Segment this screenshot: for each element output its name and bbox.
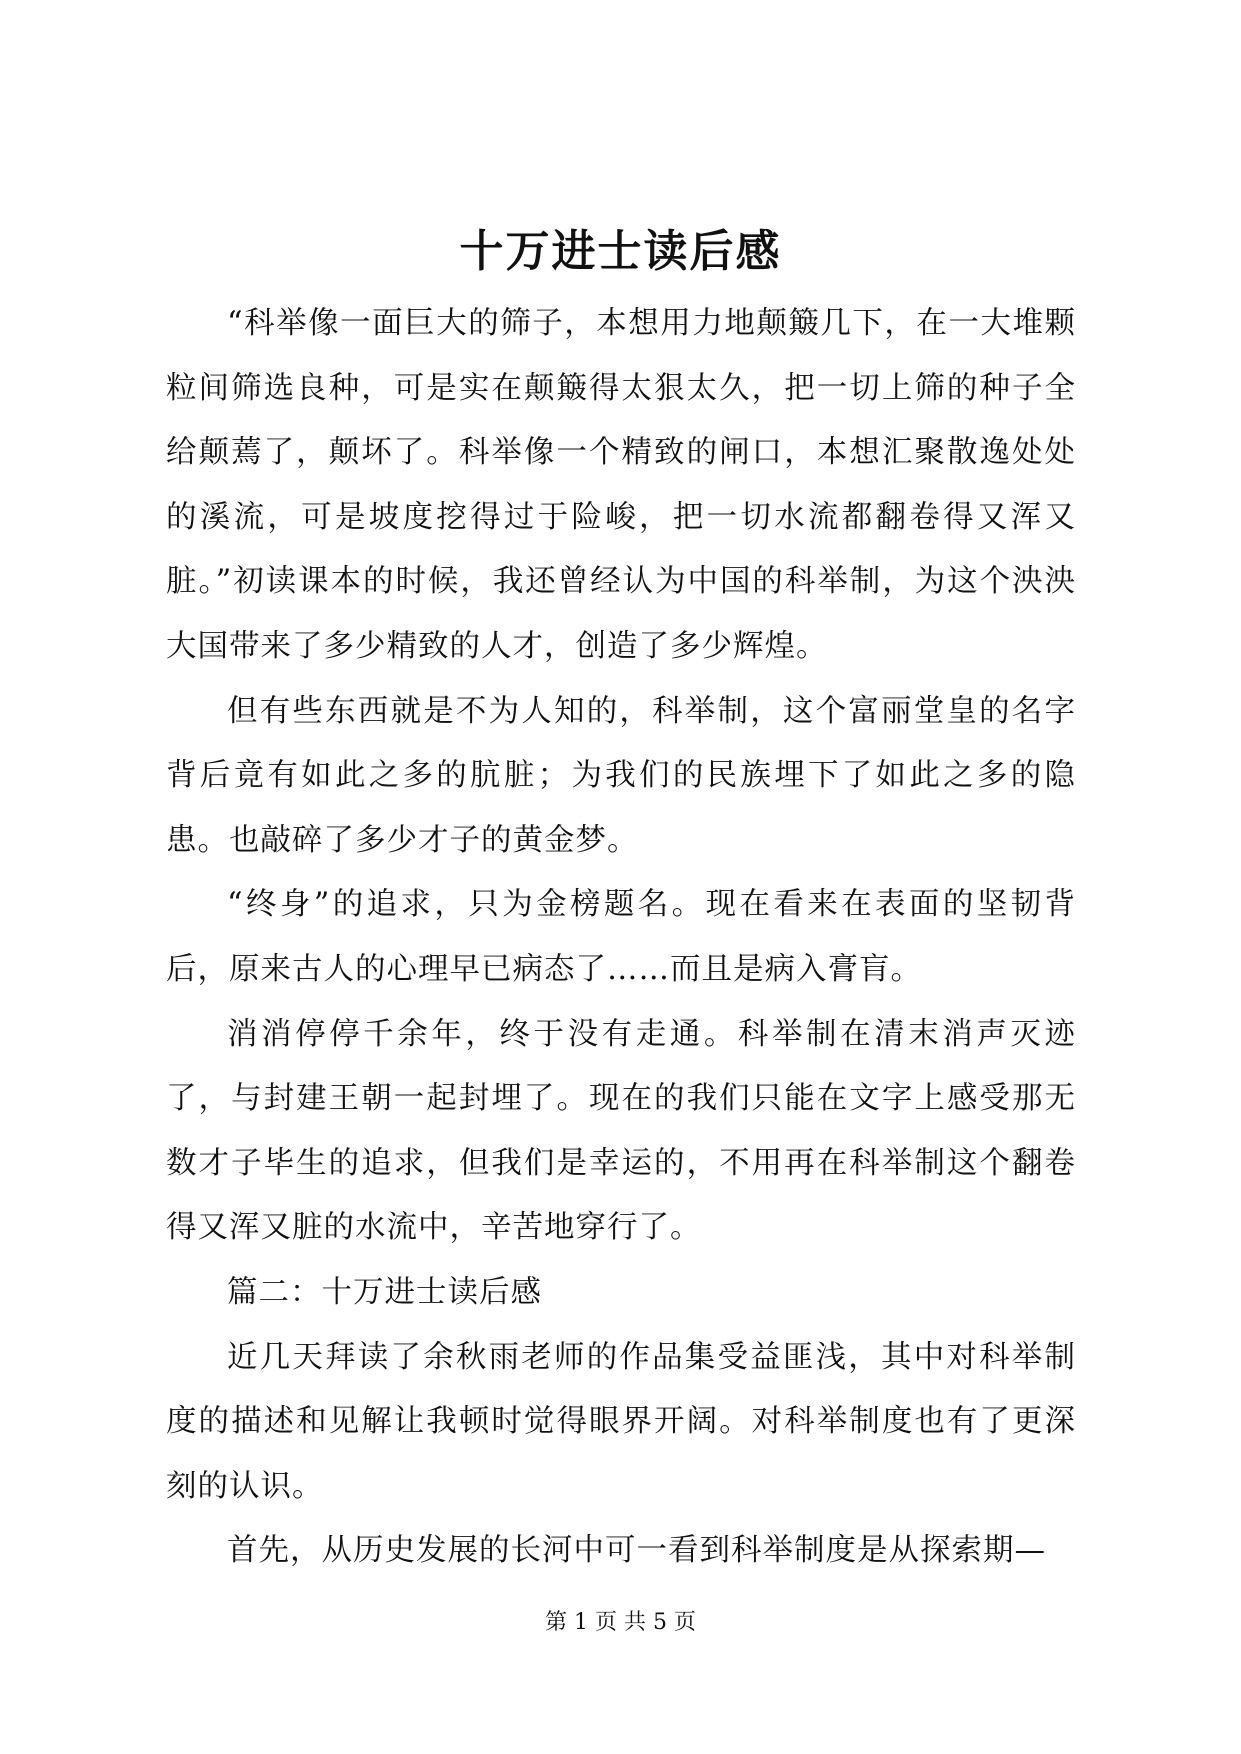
page-footer: 第 1 页 共 5 页: [545, 1610, 696, 1635]
section-heading: 篇二：十万进士读后感: [227, 1274, 542, 1310]
paragraph: 近几天拜读了余秋雨老师的作品集受益匪浅，其中对科举制度的描述和见解让我顿时觉得眼界开阔。对科举制度也有了更深刻的认识。: [166, 1339, 1076, 1504]
document-title: 十万进士读后感: [459, 226, 782, 277]
paragraph: 但有些东西就是不为人知的，科举制，这个富丽堂皇的名字背后竟有如此之多的肮脏；为我们的民族埋下了如此之多的隐患。也敲碎了多少才子的黄金梦。: [166, 693, 1076, 858]
paragraph: “科举像一面巨大的筛子，本想用力地颠簸几下，在一大堆颗粒间筛选良种，可是实在颠簸得太狠太久，把一切上筛的种子全给颠蔫了，颠坏了。科举像一个精致的闸口，本想汇聚散逸处处的溪流，可是坡度挖得过于险峻，把一切水流都翻卷得又浑又脏。”初读课本的时候，我还曾经认为中国的科举制，为这个泱泱大国带来了多少精致的人才，创造了多少辉煌。: [166, 306, 1076, 664]
paragraph: 消消停停千余年，终于没有走通。科举制在清末消声灭迹了，与封建王朝一起封埋了。现在的我们只能在文字上感受那无数才子毕生的追求，但我们是幸运的，不用再在科举制这个翻卷得又浑又脏的水流中，辛苦地穿行了。: [166, 1016, 1076, 1246]
paragraph: 首先，从历史发展的长河中可一看到科举制度是从探索期—: [227, 1533, 1046, 1569]
document-body: [166, 292, 1076, 1584]
paragraph: “终身”的追求，只为金榜题名。现在看来在表面的坚韧背后，原来古人的心理早已病态了……而且是病入膏肓。: [166, 887, 1076, 987]
